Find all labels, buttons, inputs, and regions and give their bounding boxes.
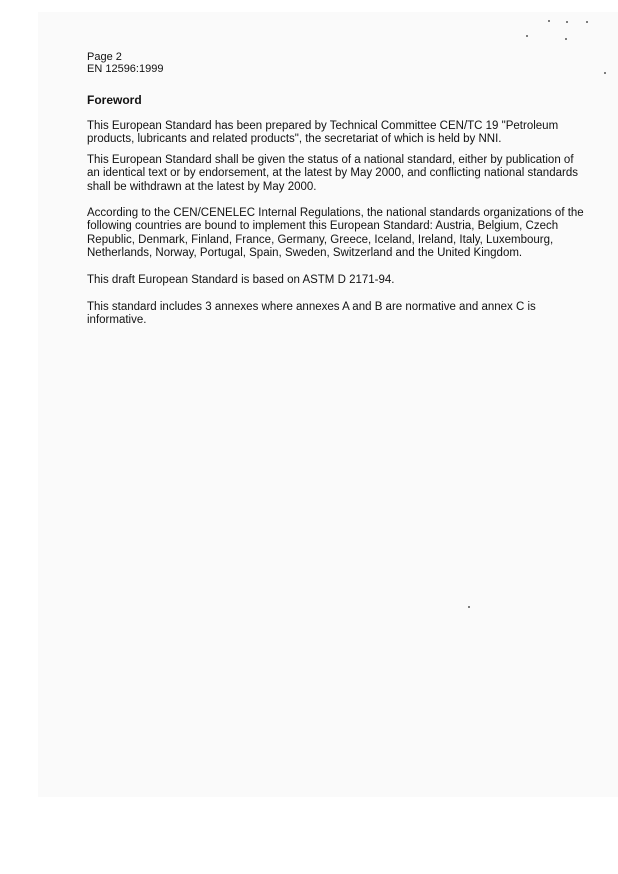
section-title: Foreword [87,93,142,107]
paragraph: This European Standard has been prepared by Technical Committee CEN/TC 19 "Petroleum products, lubricants and related products", the secretariat of which is held by NNI. [87,120,559,146]
scan-speck [586,21,588,23]
scan-speck [604,72,606,74]
scan-speck [565,38,567,40]
paragraph: This standard includes 3 annexes where annexes A and B are normative and annex C is informative. [87,301,536,327]
paragraph: This draft European Standard is based on ASTM D 2171-94. [87,274,395,286]
scan-speck [526,35,528,37]
page-header [87,51,163,75]
document-id: EN 12596:1999 [87,63,164,75]
scan-speck [548,20,550,22]
scan-speck [566,21,568,23]
scan-speck [468,606,470,608]
page-number: Page 2 [87,51,122,63]
paragraph: According to the CEN/CENELEC Internal Regulations, the national standards organizations of the following countries are bound to implement this European Standard: Austria, Belgium, Czech Republic, Denmark, Finland, France, Germany, Greece, Iceland, Ireland, Italy, Luxembourg, Netherlands, Norway, Portugal, Spain, Sweden, Switzerland and the United Kingdom. [87,207,584,259]
paragraph: This European Standard shall be given the status of a national standard, either by publication of an identical text or by endorsement, at the latest by May 2000, and conflicting national standards shall be withdrawn at the latest by May 2000. [87,154,578,193]
